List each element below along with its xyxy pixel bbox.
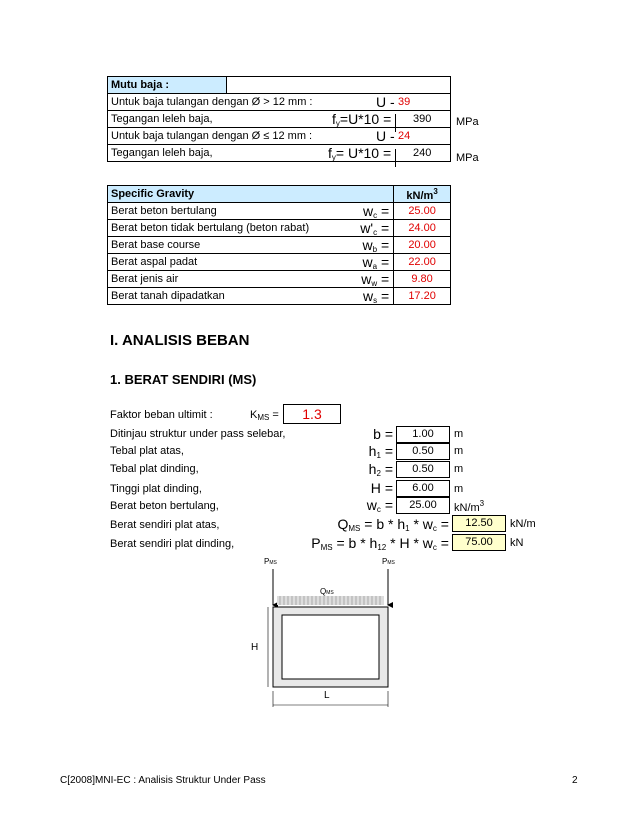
param-label: Tebal plat atas, bbox=[110, 445, 184, 457]
gravity-value: 17.20 bbox=[394, 288, 451, 305]
culvert-section bbox=[273, 607, 388, 687]
steel-row-sym: $f_y= U*10$ = bbox=[328, 145, 392, 162]
steel-row-label: Untuk baja tulangan dengan Ø ≤ 12 mm : bbox=[111, 130, 313, 142]
steel-row-value: 24 bbox=[398, 130, 411, 142]
param-value: 25.00 bbox=[396, 497, 450, 514]
steel-row-label: Tegangan leleh baja, bbox=[111, 113, 213, 125]
steel-row-value: 240 bbox=[413, 147, 432, 159]
p-right-label: PMS bbox=[382, 557, 395, 566]
gravity-value: 24.00 bbox=[394, 220, 451, 237]
result-formula: $Q_{MS} = b * h_1 * w_c$ = bbox=[337, 516, 449, 533]
l-label: L bbox=[324, 690, 330, 701]
result-unit: kN bbox=[510, 537, 524, 549]
param-symbol: $h_1$ = bbox=[368, 443, 393, 460]
steel-unit: MPa bbox=[456, 116, 479, 128]
param-value: 1.00 bbox=[396, 426, 450, 443]
param-value: 0.50 bbox=[396, 461, 450, 478]
factor-value: 1.3 bbox=[283, 404, 341, 424]
gravity-row: Berat beton tidak bertulang (beton rabat) $w'_c$ = bbox=[108, 220, 394, 237]
steel-title: Mutu baja : bbox=[108, 77, 227, 94]
subsection-title: 1. BERAT SENDIRI (MS) bbox=[110, 372, 257, 387]
result-value: 75.00 bbox=[452, 534, 506, 551]
gravity-row: Berat base course $w_b$ = bbox=[108, 237, 394, 254]
param-label: Tebal plat dinding, bbox=[110, 463, 199, 475]
q-label: QMS bbox=[320, 587, 334, 596]
param-label: Ditinjau struktur under pass selebar, bbox=[110, 428, 286, 440]
param-symbol: b = bbox=[373, 426, 393, 442]
param-value: 0.50 bbox=[396, 443, 450, 460]
result-formula: $P_{MS} = b * h_{12} * H * w_c$ = bbox=[311, 535, 449, 552]
param-unit: $kN/m^3$ bbox=[454, 499, 485, 514]
param-symbol: H = bbox=[370, 480, 393, 496]
steel-row-value: 390 bbox=[413, 113, 432, 125]
result-value: 12.50 bbox=[452, 515, 506, 532]
gravity-row: Berat tanah dipadatkan $w_s$ = bbox=[108, 288, 394, 305]
steel-row-sym: $f_y=U*10$ = bbox=[332, 111, 392, 128]
gravity-value: 22.00 bbox=[394, 254, 451, 271]
factor-label: Faktor beban ultimit : bbox=[110, 409, 213, 421]
param-unit: m bbox=[454, 445, 464, 457]
steel-title-empty bbox=[227, 77, 451, 94]
param-symbol: $h_2$ = bbox=[368, 461, 393, 478]
param-label: Tinggi plat dinding, bbox=[110, 483, 202, 495]
factor-symbol: $K_{MS}$ = bbox=[250, 409, 279, 422]
param-unit: m bbox=[454, 463, 464, 475]
result-label: Berat sendiri plat dinding, bbox=[110, 538, 235, 550]
param-unit: m bbox=[454, 483, 464, 495]
steel-row-1 bbox=[108, 94, 451, 111]
gravity-row: Berat aspal padat $w_a$ = bbox=[108, 254, 394, 271]
footer-doc-title: C[2008]MNI-EC : Analisis Struktur Under Pass bbox=[60, 775, 266, 786]
gravity-value: 9.80 bbox=[394, 271, 451, 288]
steel-row-sym: U - bbox=[376, 128, 395, 144]
gravity-title: Specific Gravity bbox=[108, 186, 394, 203]
gravity-value: 25.00 bbox=[394, 203, 451, 220]
page-number: 2 bbox=[572, 775, 578, 786]
steel-row-label: Tegangan leleh baja, bbox=[111, 147, 213, 159]
param-label: Berat beton bertulang, bbox=[110, 500, 219, 512]
p-left-label: PMS bbox=[264, 557, 277, 566]
param-value: 6.00 bbox=[396, 480, 450, 497]
steel-row-value: 39 bbox=[398, 96, 411, 108]
gravity-row: Berat beton bertulang $w_c$ = bbox=[108, 203, 394, 220]
steel-row-label: Untuk baja tulangan dengan Ø > 12 mm : bbox=[111, 96, 313, 108]
steel-unit: MPa bbox=[456, 152, 479, 164]
section-title: I. ANALISIS BEBAN bbox=[110, 332, 250, 349]
result-label: Berat sendiri plat atas, bbox=[110, 519, 220, 531]
h-label: H bbox=[251, 642, 259, 653]
gravity-table bbox=[107, 185, 451, 305]
result-unit: kN/m bbox=[510, 518, 536, 530]
param-symbol: $w_c$ = bbox=[366, 497, 393, 514]
gravity-value: 20.00 bbox=[394, 237, 451, 254]
param-unit: m bbox=[454, 428, 464, 440]
gravity-unit: $kN/m^3$ bbox=[394, 186, 451, 203]
gravity-row: Berat jenis air $w_w$ = bbox=[108, 271, 394, 288]
steel-row-sym: U - bbox=[376, 94, 395, 110]
